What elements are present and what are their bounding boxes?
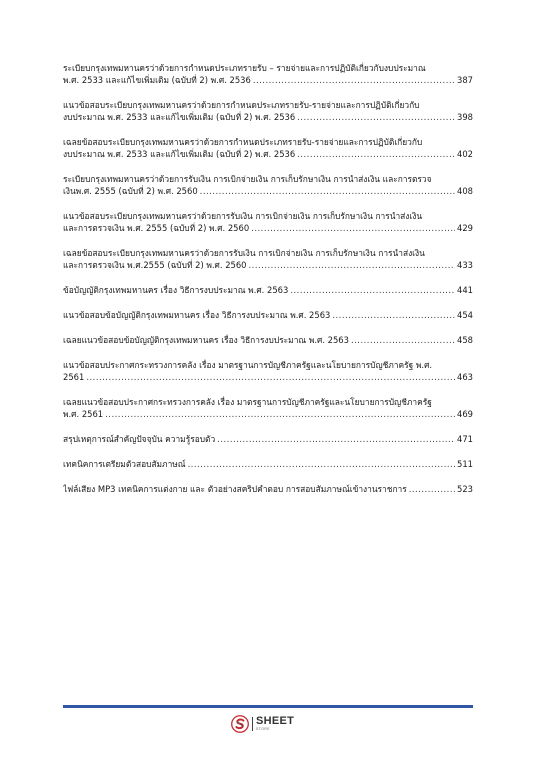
toc-entry-title: พ.ศ. 2533 และแก้ไขเพิ่มเติม (ฉบับที่ 2) พ.ศ. 2536	[63, 75, 251, 85]
toc-entry-line	[63, 74, 473, 86]
toc-page-number: 469	[457, 409, 473, 419]
toc-entry-line	[63, 334, 473, 346]
toc-page-number: 408	[457, 186, 473, 196]
toc-leader-dots	[200, 185, 455, 197]
sheet-logo-icon	[231, 715, 249, 733]
toc-entry-line	[63, 458, 473, 470]
toc-entry[interactable]	[63, 359, 473, 383]
toc-entry[interactable]	[63, 334, 473, 346]
toc-leader-dots	[332, 309, 455, 321]
toc-entry-line	[63, 433, 473, 445]
toc-page-number: 429	[457, 223, 473, 233]
toc-entry[interactable]	[63, 210, 473, 234]
toc-leader-dots	[409, 483, 455, 495]
toc-entry-title: แนวข้อสอบข้อบัญญัติกรุงเทพมหานคร เรื่อง วิธีการงบประมาณ พ.ศ. 2563	[63, 310, 331, 320]
toc-leader-dots	[251, 222, 455, 234]
toc-page-number: 471	[457, 434, 473, 444]
toc-page-number: 387	[457, 75, 473, 85]
toc-leader-dots	[297, 111, 455, 123]
toc-leader-dots	[105, 408, 455, 420]
toc-entry-title: งบประมาณ พ.ศ. 2533 และแก้ไขเพิ่มเติม (ฉบับที่ 2) พ.ศ. 2536	[63, 149, 296, 159]
toc-entry-line: ระเบียบกรุงเทพมหานครว่าด้วยการรับเงิน การเบิกจ่ายเงิน การเก็บรักษาเงิน การนำส่งเงิน และการตรวจ	[63, 174, 432, 184]
toc-page-number: 523	[457, 484, 473, 494]
logo-brand: SHEET	[256, 715, 295, 728]
toc-entry-title: เฉลยแนวข้อสอบข้อบัญญัติกรุงเทพมหานคร เรื่อง วิธีการงบประมาณ พ.ศ. 2563	[63, 335, 349, 345]
toc-entry-title: งบประมาณ พ.ศ. 2533 และแก้ไขเพิ่มเติม (ฉบับที่ 2) พ.ศ. 2536	[63, 112, 296, 122]
toc-entry-line	[63, 148, 473, 160]
toc-leader-dots	[217, 433, 455, 445]
toc-entry-line	[63, 483, 473, 495]
toc-leader-dots	[188, 458, 455, 470]
toc-entry-title: เงินพ.ศ. 2555 (ฉบับที่ 2) พ.ศ. 2560	[63, 186, 198, 196]
toc-leader-dots	[351, 334, 455, 346]
toc-page-number: 433	[457, 260, 473, 270]
toc-entry[interactable]	[63, 483, 473, 495]
toc-entry-line	[63, 408, 473, 420]
toc-page-number: 511	[457, 459, 473, 469]
toc-entry-title: และการตรวจเงิน พ.ศ.2555 (ฉบับที่ 2) พ.ศ. 2560	[63, 260, 247, 270]
toc-entry-line: เฉลยข้อสอบระเบียบกรุงเทพมหานครว่าด้วยการรับเงิน การเบิกจ่ายเงิน การเก็บรักษาเงิน การนำส่งเงิน	[63, 248, 425, 258]
toc-entry-line	[63, 222, 473, 234]
toc-entry[interactable]	[63, 99, 473, 123]
logo-text	[256, 716, 294, 732]
toc-entry-line: ระเบียบกรุงเทพมหานครว่าด้วยการกำหนดประเภทรายรับ – รายจ่ายและการปฏิบัติเกี่ยวกับงบประมาณ	[63, 63, 426, 73]
toc-entry[interactable]	[63, 284, 473, 296]
toc-entry[interactable]	[63, 396, 473, 420]
toc-page-number: 463	[457, 372, 473, 382]
toc-entry-line: แนวข้อสอบระเบียบกรุงเทพมหานครว่าด้วยการรับเงิน การเบิกจ่ายเงิน การเก็บรักษาเงิน การนำส่งเงิน	[63, 211, 423, 221]
toc-entry[interactable]	[63, 173, 473, 197]
logo-separator	[252, 717, 253, 731]
toc-entry-title: เทคนิคการเตรียมตัวสอบสัมภาษณ์	[63, 459, 186, 469]
toc-entry-title: ไฟล์เสียง MP3 เทคนิคการแต่งกาย และ ตัวอย่างสคริปคำตอบ การสอบสัมภาษณ์เข้างานราชการ	[63, 484, 407, 494]
toc-leader-dots	[253, 74, 455, 86]
toc-entry[interactable]	[63, 309, 473, 321]
toc-leader-dots	[249, 259, 455, 271]
sheet-store-logo	[231, 714, 294, 734]
toc-entry-line	[63, 371, 473, 383]
toc-entry-title: พ.ศ. 2561	[63, 409, 104, 419]
toc-entry-title: สรุปเหตุการณ์สำคัญปัจจุบัน ความรู้รอบตัว	[63, 434, 216, 444]
toc-entry-title: 2561	[63, 372, 85, 382]
table-of-contents	[63, 62, 473, 508]
toc-entry[interactable]	[63, 458, 473, 470]
toc-entry-line	[63, 185, 473, 197]
toc-entry-title: ข้อบัญญัติกรุงเทพมหานคร เรื่อง วิธีการงบประมาณ พ.ศ. 2563	[63, 285, 289, 295]
toc-entry-line: เฉลยข้อสอบระเบียบกรุงเทพมหานครว่าด้วยการกำหนดประเภทรายรับ-รายจ่ายและการปฏิบัติเกี่ยวกับ	[63, 137, 423, 147]
toc-entry[interactable]	[63, 136, 473, 160]
toc-entry-line: แนวข้อสอบประกาศกระทรวงการคลัง เรื่อง มาตรฐานการบัญชีภาครัฐและนโยบายการบัญชีภาครัฐ พ.ศ.	[63, 360, 433, 370]
toc-page-number: 458	[457, 335, 473, 345]
toc-page-number: 454	[457, 310, 473, 320]
toc-leader-dots	[86, 371, 455, 383]
toc-entry-line: เฉลยแนวข้อสอบประกาศกระทรวงการคลัง เรื่อง มาตรฐานการบัญชีภาครัฐและนโยบายการบัญชีภาครัฐ	[63, 397, 432, 407]
toc-leader-dots	[290, 284, 455, 296]
footer-rule	[63, 705, 473, 708]
toc-entry[interactable]	[63, 62, 473, 86]
toc-entry-title: และการตรวจเงิน พ.ศ. 2555 (ฉบับที่ 2) พ.ศ. 2560	[63, 223, 250, 233]
toc-page-number: 441	[457, 285, 473, 295]
toc-entry[interactable]	[63, 433, 473, 445]
toc-entry-line	[63, 309, 473, 321]
toc-entry-line	[63, 284, 473, 296]
logo-subtitle: STORE	[256, 727, 270, 732]
toc-entry-line	[63, 259, 473, 271]
toc-page-number: 402	[457, 149, 473, 159]
toc-leader-dots	[297, 148, 455, 160]
toc-entry[interactable]	[63, 247, 473, 271]
toc-entry-line: แนวข้อสอบระเบียบกรุงเทพมหานครว่าด้วยการกำหนดประเภทรายรับ-รายจ่ายและการปฏิบัติเกี่ยวกับ	[63, 100, 420, 110]
toc-entry-line	[63, 111, 473, 123]
toc-page-number: 398	[457, 112, 473, 122]
